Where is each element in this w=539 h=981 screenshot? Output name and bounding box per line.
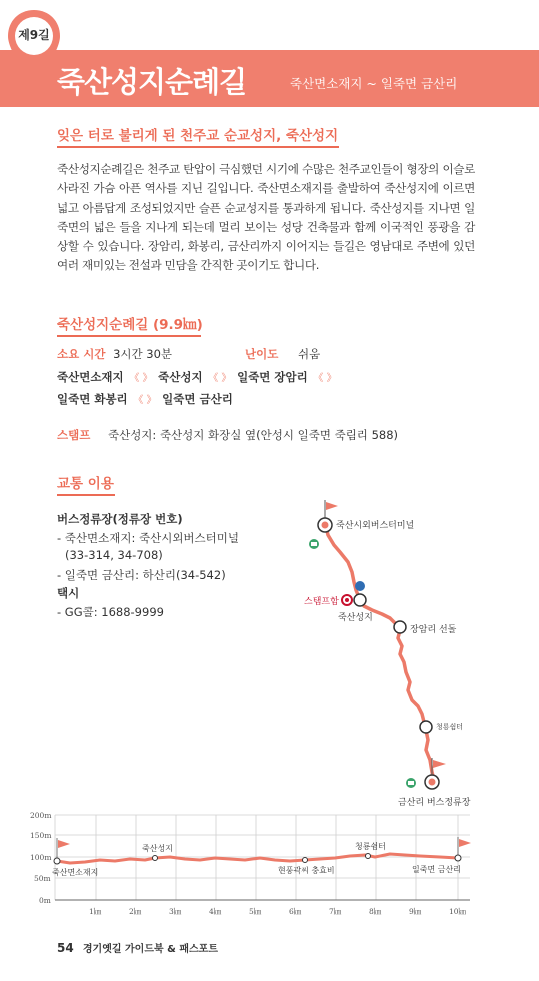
x-tick-label: 1㎞ [89, 907, 102, 916]
profile-label-end: 일죽면 금산리 [412, 865, 461, 874]
route-stop: 일죽면 금산리 [162, 392, 233, 406]
map-label-shrine: 죽산성지 [338, 613, 373, 623]
profile-label-hyeonpung: 현풍곽씨 충효비 [278, 866, 335, 875]
section-heading-transport: 교통 이용 [57, 476, 114, 492]
heading-underline [57, 494, 115, 496]
map-label-rest: 청룡쉼터 [436, 723, 464, 731]
route-line [325, 523, 434, 780]
heading-underline [57, 146, 339, 148]
profile-rest-point [366, 854, 371, 859]
x-tick-label: 4㎞ [209, 907, 222, 916]
route-stop: 죽산성지 [158, 370, 203, 384]
route-line-2 [57, 391, 233, 407]
time-value: 3시간 30분 [113, 347, 173, 361]
time-label: 소요 시간 [57, 347, 106, 361]
route-arrow-icon: 《 》 [129, 373, 153, 384]
difficulty-value: 쉬움 [297, 347, 321, 361]
route-badge: 제9길 [18, 28, 50, 42]
difficulty-row [245, 346, 320, 362]
page-number: 54 [57, 941, 74, 955]
stamp-label: 스탬프 [57, 428, 91, 442]
x-tick-label: 8㎞ [369, 907, 382, 916]
elevation-profile [0, 805, 539, 925]
x-tick-label: 10㎞ [449, 907, 467, 916]
profile-label-start: 죽산면소재지 [52, 868, 99, 877]
taxi-heading: 택시 [57, 586, 80, 600]
rest-marker-icon [420, 721, 432, 733]
bus-line: - 일죽면 금산리: 하산리(34-542) [57, 568, 226, 582]
map-label-end: 금산리 버스정류장 [398, 798, 471, 808]
shrine-marker-icon [354, 594, 366, 606]
route-stop: 죽산면소재지 [57, 370, 124, 384]
map-label-jangam: 장암리 선돌 [410, 625, 457, 635]
route-arrow-icon: 《 》 [133, 395, 157, 406]
page-title: 죽산성지순례길 [57, 65, 247, 99]
profile-label-shrine: 죽산성지 [142, 844, 173, 853]
x-tick-label: 9㎞ [409, 907, 422, 916]
y-tick-label: 50m [34, 874, 51, 883]
difficulty-label: 난이도 [245, 347, 279, 361]
end-flag-icon [433, 760, 446, 768]
x-tick-label: 5㎞ [249, 907, 262, 916]
page-subtitle: 죽산면소재지 ~ 일죽면 금산리 [290, 76, 458, 91]
y-tick-label: 150m [30, 831, 52, 840]
x-tick-label: 7㎞ [329, 907, 342, 916]
taxi-line: - GG콜: 1688-9999 [57, 605, 164, 619]
time-difficulty-row [57, 346, 172, 362]
map-pin-icon [6, 8, 62, 84]
bus-line: (33-314, 34-708) [65, 548, 163, 562]
start-flag-icon [326, 502, 338, 510]
book-title: 경기옛길 가이드북 & 패스포트 [82, 944, 218, 955]
route-stop: 일죽면 장암리 [237, 370, 308, 384]
church-icon [355, 581, 365, 591]
map-label-start: 죽산시외버스터미널 [336, 521, 415, 531]
route-map [290, 490, 539, 810]
profile-shrine-point [153, 856, 158, 861]
page-footer [57, 940, 218, 955]
bus-heading: 버스정류장(정류장 번호) [57, 512, 183, 526]
profile-start-flag-icon [58, 840, 70, 848]
heading-underline [57, 335, 201, 337]
route-line-1 [57, 369, 339, 385]
route-map-svg [290, 490, 539, 810]
x-tick-label: 3㎞ [169, 907, 182, 916]
route-arrow-icon: 《 》 [313, 373, 337, 384]
stamp-value: 죽산성지: 죽산성지 화장실 옆(안성시 일죽면 죽림리 588) [107, 428, 399, 442]
route-arrow-icon: 《 》 [208, 373, 232, 384]
section-heading-course: 죽산성지순례길 (9.9㎞) [57, 317, 203, 333]
x-tick-label: 6㎞ [289, 907, 302, 916]
profile-end-flag-icon [459, 839, 471, 847]
y-tick-label: 100m [30, 853, 52, 862]
profile-end-point [455, 855, 461, 861]
elevation-line [57, 854, 458, 863]
profile-label-rest: 청룡쉼터 [355, 842, 386, 851]
jangam-marker-icon [394, 621, 406, 633]
profile-start-point [54, 858, 60, 864]
x-tick-label: 2㎞ [129, 907, 142, 916]
map-label-stamp: 스탬프함 [304, 597, 339, 607]
y-tick-label: 200m [30, 811, 52, 820]
stamp-row [57, 427, 398, 443]
route-stop: 일죽면 화봉리 [57, 392, 128, 406]
section-heading-intro: 잊은 터로 불리게 된 천주교 순교성지, 죽산성지 [57, 128, 339, 144]
profile-hyeonpung-point [303, 858, 308, 863]
intro-paragraph: 죽산성지순례길은 천주교 탄압이 극심했던 시기에 수많은 천주교인들이 형장의 이슬로 사라진 가슴 아픈 역사를 지닌 길입니다. 죽산면소재지를 출발하여 죽산성지에 이르면 넓고 아름답게 조성되었지만 슬픈 순교성지를 통과하게 됩니다. 죽산성지를 지나면 일죽면의 넓은 들을 지나게 되는데 멀리 보이는 성당 건축물과 함께 이국적인 풍광을 감상할 수 있습니다. 장암리, 화봉리, 금산리까지 이어지는 들길은 영남대로 주변에 있던 여러 재미있는 전설과 민담을 간직한 곳이기도 합니다. [57, 162, 475, 273]
bus-line: - 죽산면소재지: 죽산시외버스터미널 [57, 531, 239, 545]
y-tick-label: 0m [39, 896, 51, 905]
